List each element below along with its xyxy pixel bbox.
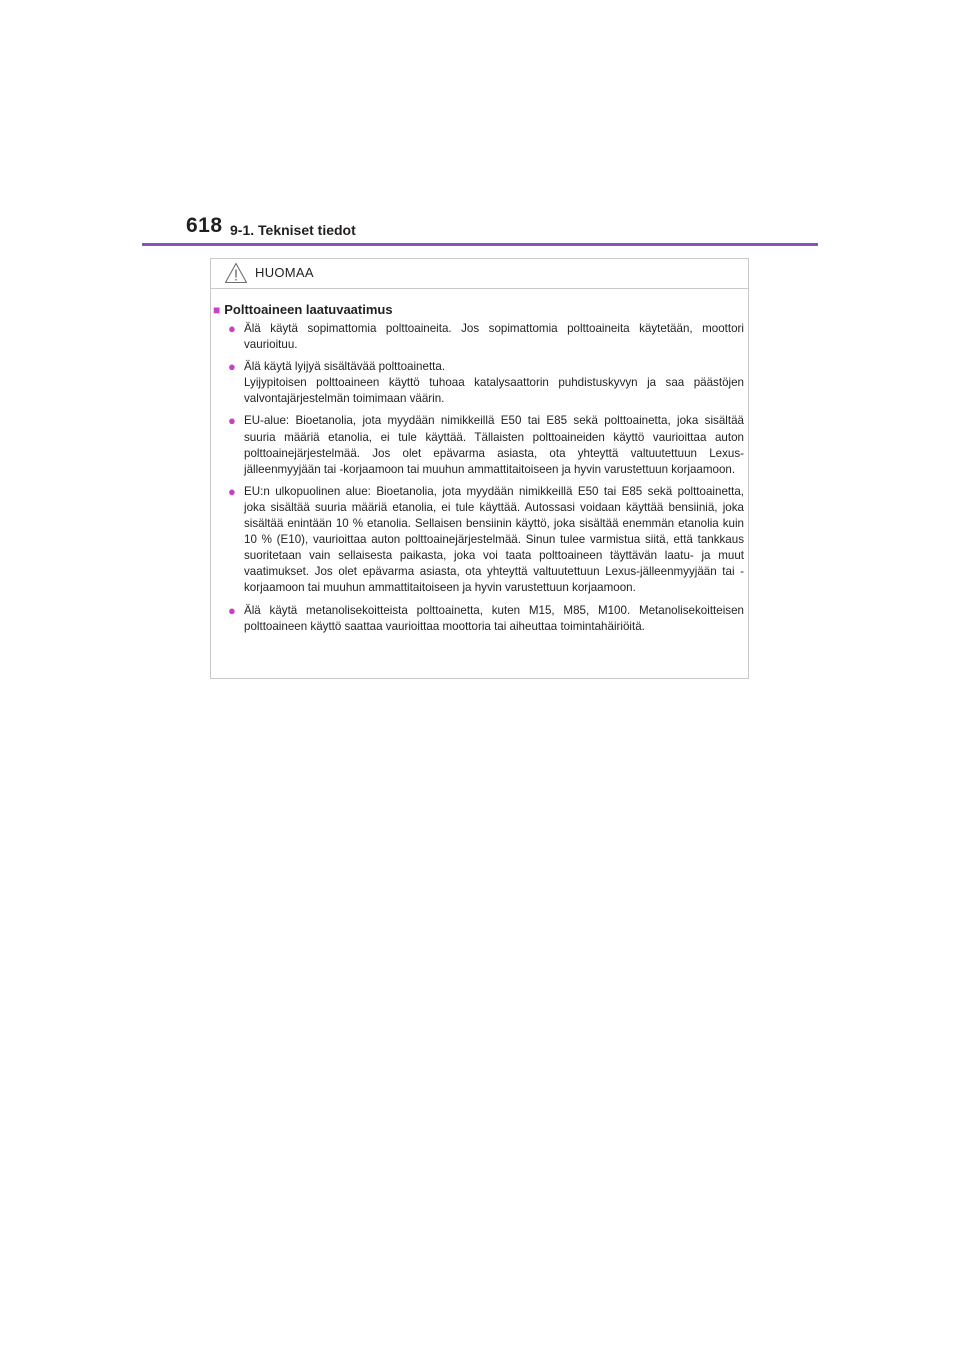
list-item [211,413,750,477]
list-item-text: Älä käytä metanolisekoitteista polttoainetta, kuten M15, M85, M100. Metanolisekoitteisen polttoaineen käyttö saattaa vaurioittaa moottoria tai aiheuttaa toimintahäiriöitä. [244,603,744,633]
section-title: 9-1. Tekniset tiedot [230,222,356,238]
round-bullet-icon: ● [228,359,236,375]
list-item-text: Älä käytä lyijyä sisältävää polttoainetta. Lyijypitoisen polttoaineen käyttö tuhoaa katalysaattorin puhdistuskyvyn ja saa päästöjen valvontajärjestelmän toimimaan väärin. [244,360,744,406]
round-bullet-icon: ● [228,413,236,429]
notice-header [211,259,748,289]
round-bullet-icon: ● [228,321,236,336]
list-item-text: EU:n ulkopuolinen alue: Bioetanolia, jota myydään nimikkeillä E50 tai E85 sekä polttoainetta, joka sisältää suuria määriä etanolia, ei tule käyttää. Autossasi voidaan käyttää bensiiniä, joka sisältää enintään 10 % etanolia. Sellaisen bensiinin käyttö, joka sisältää enemmän etanolia kuin 10 % (E10), vaurioittaa auton polttoainejärjestelmää. Sinun tulee varmistua siitä, että tankkaus suoritetaan vain sellaisesta paikasta, joka voi taata polttoaineen täyttävän laatu- ja muut vaatimukset. Jos olet epävarma asiasta, ota yhteyttä valtuutettuun Lexus-jälleenmyyjään tai -korjaamoon tai muuhun ammattitaitoiseen ja hyvin varustettuun korjaamoon. [244,484,744,595]
list-item-text: Älä käytä sopimattomia polttoaineita. Jos sopimattomia polttoaineita käytetään, moottori vaurioituu. [244,322,744,352]
list-item [211,321,750,353]
warning-triangle-icon [224,262,248,284]
header-divider [142,243,818,246]
notice-list [211,321,750,641]
section-heading-text: Polttoaineen laatuvaatimus [224,302,393,317]
section-heading [213,302,393,317]
list-item [211,484,750,597]
notice-box [210,258,749,679]
page-number: 618 [186,214,223,237]
list-item [211,359,750,407]
round-bullet-icon: ● [228,602,236,618]
page-header [0,0,960,250]
square-bullet-icon: ■ [213,303,221,317]
notice-title: HUOMAA [255,265,314,280]
list-item-text: EU-alue: Bioetanolia, jota myydään nimikkeillä E50 tai E85 sekä polttoainetta, joka sisältää suuria määriä etanolia, ei tule käyttää. Tällaisten polttoaineiden käyttö vaurioittaa auton polttoainejärjestelmää. Jos olet epävarma asiasta, ota yhteyttä valtuutettuun Lexus-jälleenmyyjään tai -korjaamoon tai muuhun ammattitaitoiseen ja hyvin varustettuun korjaamoon. [244,414,744,476]
round-bullet-icon: ● [228,483,236,499]
list-item [211,603,750,635]
